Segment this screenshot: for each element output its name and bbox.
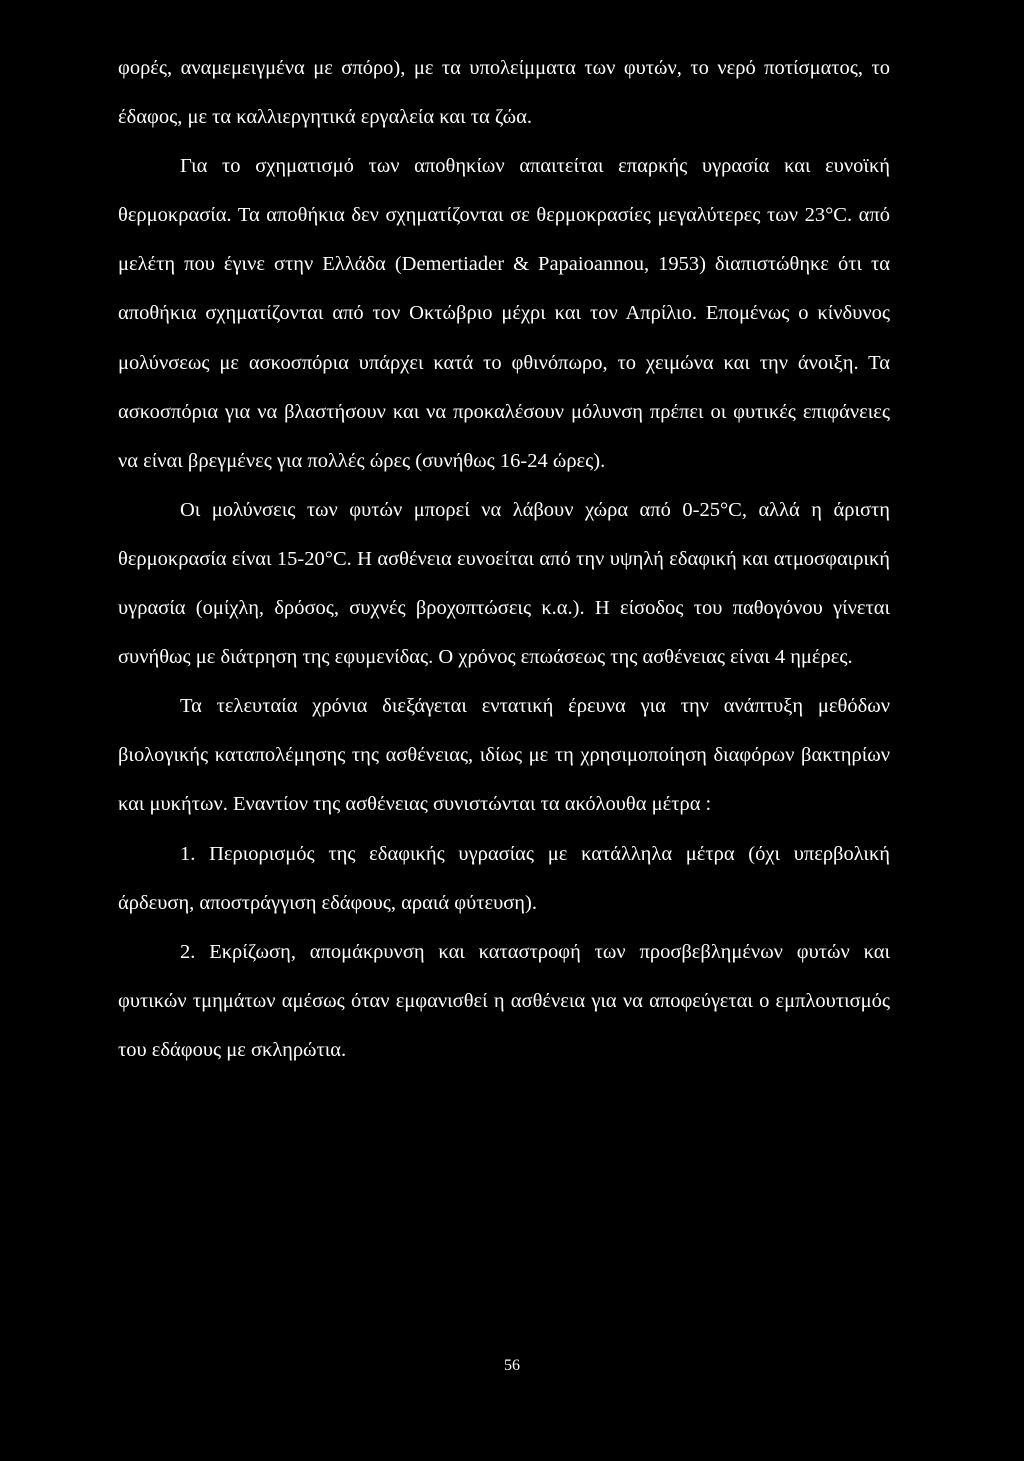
paragraph-control-research: Τα τελευταία χρόνια διεξάγεται εντατική έρευνα για την ανάπτυξη μεθόδων βιολογικής καταπολέμησης της ασθένειας, ιδίως με τη χρησιμοποίηση διαφόρων βακτηρίων και μυκήτων. Εναντίον της ασθένειας συνιστώνται τα ακόλουθα μέτρα : [118, 695, 890, 816]
paragraph-apothecia: Για το σχηματισμό των αποθηκίων απαιτείται επαρκής υγρασία και ευνοϊκή θερμοκρασία. Τα αποθήκια δεν σχηματίζονται σε θερμοκρασίες μεγαλύτερες των 23°C. από μελέτη που έγινε στην Ελλάδα (Demertiader & Papaioannou, 1953) διαπιστώθηκε ότι τα αποθήκια σχηματίζονται από τον Οκτώβριο μέχρι και τον Απρίλιο. Επομένως ο κίνδυνος μολύνσεως με ασκοσπόρια υπάρχει κατά το φθινόπωρο, το χειμώνα και την άνοιξη. Τα ασκοσπόρια για να βλαστήσουν και να προκαλέσουν μόλυνση πρέπει οι φυτικές επιφάνειες να είναι βρεγμένες για πολλές ώρες (συνήθως 16-24 ώρες). [118, 155, 890, 472]
body-text [118, 44, 890, 1075]
page-number: 56 [504, 1357, 520, 1374]
list-item-1: 1. Περιορισμός της εδαφικής υγρασίας με κατάλληλα μέτρα (όχι υπερβολική άρδευση, αποστράγγιση εδάφους, αραιά φύτευση). [118, 842, 890, 914]
paragraph-infection-conditions: Οι μολύνσεις των φυτών μπορεί να λάβουν χώρα από 0-25°C, αλλά η άριστη θερμοκρασία είναι 15-20°C. Η ασθένεια ευνοείται από την υψηλή εδαφική και ατμοσφαιρική υγρασία (ομίχλη, δρόσος, συχνές βροχοπτώσεις κ.α.). Η είσοδος του παθογόνου γίνεται συνήθως με διάτρηση της εφυμενίδας. Ο χρόνος επωάσεως της ασθένειας είναι 4 ημέρες. [118, 498, 890, 669]
paragraph-continuation: φορές, αναμεμειγμένα με σπόρο), με τα υπολείμματα των φυτών, το νερό ποτίσματος, το έδαφος, με τα καλλιεργητικά εργαλεία και τα ζώα. [118, 57, 890, 129]
list-item-2: 2. Εκρίζωση, απομάκρυνση και καταστροφή των προσβεβλημένων φυτών και φυτικών τμημάτων αμέσως όταν εμφανισθεί η ασθένεια για να αποφεύγεται ο εμπλουτισμός του εδάφους με σκληρώτια. [118, 940, 890, 1061]
